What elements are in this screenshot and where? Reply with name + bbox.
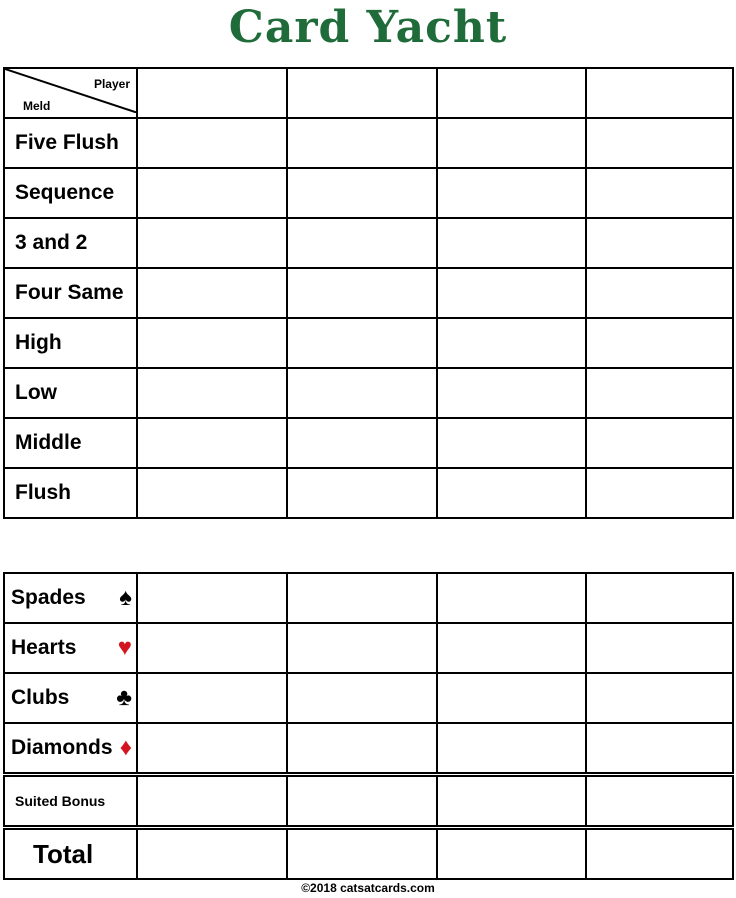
- suit-score-cell-4[interactable]: [586, 573, 733, 623]
- total-label: Total: [4, 828, 137, 880]
- suit-label-cell: [4, 623, 137, 673]
- suit-score-cell-2[interactable]: [287, 573, 437, 623]
- meld-score-cell-4[interactable]: [586, 168, 733, 218]
- meld-label: Four Same: [4, 268, 137, 318]
- suit-label: Hearts: [11, 636, 77, 659]
- meld-score-cell-4[interactable]: [586, 468, 733, 518]
- suit-score-cell-1[interactable]: [137, 723, 287, 775]
- meld-score-cell-2[interactable]: [287, 268, 437, 318]
- meld-score-cell-2[interactable]: [287, 468, 437, 518]
- suit-score-cell-2[interactable]: [287, 723, 437, 775]
- meld-score-cell-3[interactable]: [437, 168, 586, 218]
- meld-score-cell-2[interactable]: [287, 318, 437, 368]
- suit-score-cell-1[interactable]: [137, 623, 287, 673]
- suit-score-cell-1[interactable]: [137, 673, 287, 723]
- suit-score-cell-2[interactable]: [287, 623, 437, 673]
- club-icon: ♣: [116, 684, 132, 711]
- meld-label: Flush: [4, 468, 137, 518]
- total-score-cell-4[interactable]: [586, 828, 733, 880]
- suit-score-cell-3[interactable]: [437, 623, 586, 673]
- suit-label: Diamonds: [11, 736, 113, 759]
- meld-label: Five Flush: [4, 118, 137, 168]
- total-score-cell-1[interactable]: [137, 828, 287, 880]
- meld-label: High: [4, 318, 137, 368]
- meld-score-cell-4[interactable]: [586, 118, 733, 168]
- meld-score-cell-2[interactable]: [287, 168, 437, 218]
- suit-score-cell-4[interactable]: [586, 623, 733, 673]
- meld-row: [4, 318, 733, 368]
- meld-score-cell-3[interactable]: [437, 318, 586, 368]
- meld-score-cell-1[interactable]: [137, 318, 287, 368]
- suit-score-cell-4[interactable]: [586, 673, 733, 723]
- heart-icon: ♥: [117, 634, 132, 661]
- player-name-cell-1[interactable]: [137, 68, 287, 118]
- suited-bonus-score-cell-1[interactable]: [137, 775, 287, 828]
- meld-label: Low: [4, 368, 137, 418]
- suit-score-cell-3[interactable]: [437, 673, 586, 723]
- total-score-cell-2[interactable]: [287, 828, 437, 880]
- meld-score-cell-1[interactable]: [137, 218, 287, 268]
- meld-score-cell-2[interactable]: [287, 118, 437, 168]
- suit-score-cell-2[interactable]: [287, 673, 437, 723]
- suited-bonus-row: [4, 775, 733, 828]
- player-name-cell-2[interactable]: [287, 68, 437, 118]
- player-name-cell-3[interactable]: [437, 68, 586, 118]
- meld-score-cell-1[interactable]: [137, 368, 287, 418]
- suit-row: [4, 573, 733, 623]
- meld-score-table: [3, 67, 734, 519]
- header-row: [4, 68, 733, 118]
- suited-bonus-score-cell-3[interactable]: [437, 775, 586, 828]
- meld-score-cell-1[interactable]: [137, 118, 287, 168]
- suited-bonus-score-cell-4[interactable]: [586, 775, 733, 828]
- suit-score-cell-1[interactable]: [137, 573, 287, 623]
- meld-score-cell-3[interactable]: [437, 418, 586, 468]
- suit-label-cell: [4, 673, 137, 723]
- suit-label: Spades: [11, 586, 86, 609]
- meld-score-cell-1[interactable]: [137, 268, 287, 318]
- diamond-icon: ♦: [119, 734, 132, 761]
- suit-row: [4, 723, 733, 775]
- meld-row: [4, 418, 733, 468]
- player-name-cell-4[interactable]: [586, 68, 733, 118]
- copyright-footer: ©2018 catsatcards.com: [301, 881, 435, 895]
- meld-score-cell-2[interactable]: [287, 218, 437, 268]
- meld-label: 3 and 2: [4, 218, 137, 268]
- meld-row: [4, 368, 733, 418]
- meld-row: [4, 468, 733, 518]
- meld-label: Middle: [4, 418, 137, 468]
- corner-header-cell: [4, 68, 137, 118]
- meld-score-cell-4[interactable]: [586, 268, 733, 318]
- total-score-cell-3[interactable]: [437, 828, 586, 880]
- meld-row: [4, 268, 733, 318]
- suit-score-cell-4[interactable]: [586, 723, 733, 775]
- suited-bonus-label: Suited Bonus: [4, 775, 137, 828]
- meld-score-cell-1[interactable]: [137, 468, 287, 518]
- meld-score-cell-3[interactable]: [437, 218, 586, 268]
- suited-bonus-score-cell-2[interactable]: [287, 775, 437, 828]
- suit-label-cell: [4, 573, 137, 623]
- meld-score-cell-3[interactable]: [437, 118, 586, 168]
- page-title: Card Yacht: [228, 2, 508, 53]
- suit-label: Clubs: [11, 686, 70, 709]
- suit-score-cell-3[interactable]: [437, 573, 586, 623]
- meld-score-cell-4[interactable]: [586, 318, 733, 368]
- meld-score-cell-4[interactable]: [586, 368, 733, 418]
- suit-score-table: [3, 572, 734, 880]
- suit-row: [4, 673, 733, 723]
- meld-score-cell-3[interactable]: [437, 368, 586, 418]
- meld-header-label: Meld: [23, 99, 51, 113]
- meld-label: Sequence: [4, 168, 137, 218]
- meld-row: [4, 218, 733, 268]
- suit-row: [4, 623, 733, 673]
- meld-score-cell-2[interactable]: [287, 418, 437, 468]
- player-header-label: Player: [93, 77, 130, 91]
- suit-score-cell-3[interactable]: [437, 723, 586, 775]
- suit-label-cell: [4, 723, 137, 775]
- meld-score-cell-1[interactable]: [137, 418, 287, 468]
- total-row: [4, 828, 733, 880]
- meld-row: [4, 168, 733, 218]
- meld-score-cell-4[interactable]: [586, 218, 733, 268]
- meld-row: [4, 118, 733, 168]
- meld-score-cell-2[interactable]: [287, 368, 437, 418]
- meld-score-cell-3[interactable]: [437, 468, 586, 518]
- meld-score-cell-4[interactable]: [586, 418, 733, 468]
- spade-icon: ♠: [119, 584, 132, 611]
- meld-score-cell-3[interactable]: [437, 268, 586, 318]
- meld-score-cell-1[interactable]: [137, 168, 287, 218]
